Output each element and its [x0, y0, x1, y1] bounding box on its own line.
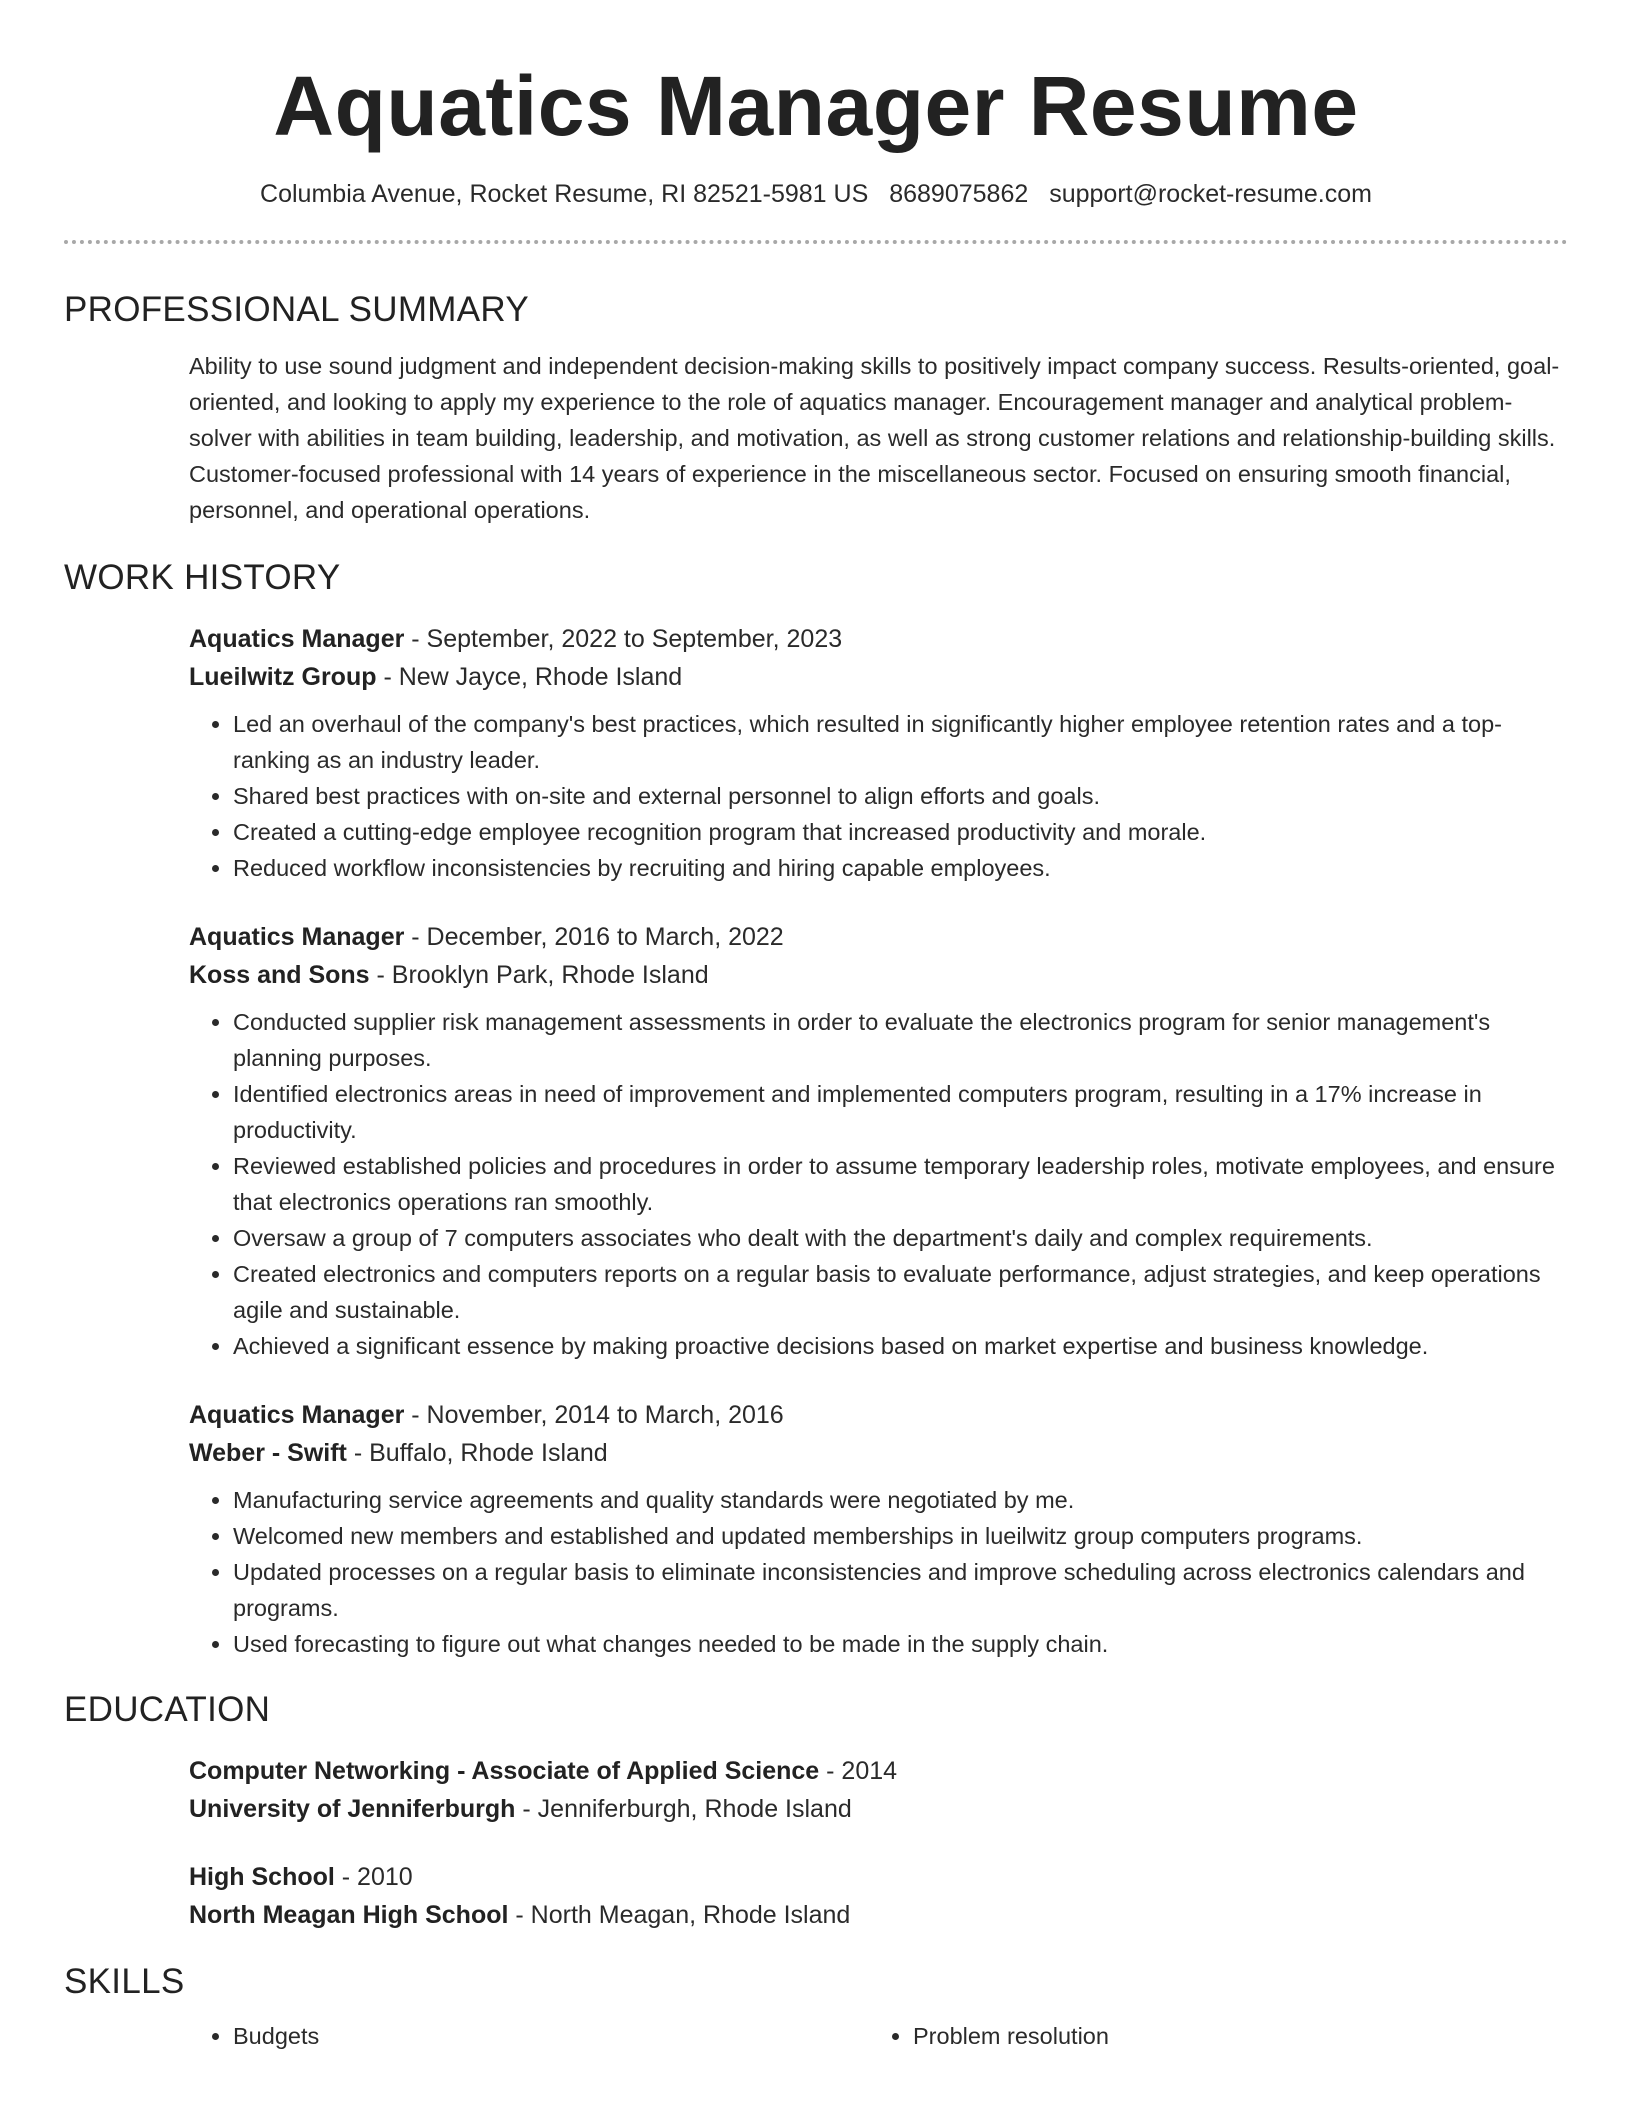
education-location: - Jenniferburgh, Rhode Island — [515, 1795, 852, 1823]
contact-email: support@rocket-resume.com — [1049, 180, 1372, 208]
skill-item: • Problem resolution — [913, 2018, 1549, 2054]
job-bullets — [189, 1004, 1568, 1364]
education-degree-line — [189, 1858, 1568, 1896]
education-location: - North Meagan, Rhode Island — [508, 1901, 851, 1929]
job-title-line — [189, 620, 1568, 658]
resume-title: Aquatics Manager Resume — [273, 59, 1359, 153]
job-bullet: • Shared best practices with on-site and external personnel to align efforts and goals. — [233, 778, 1568, 814]
job-bullet: • Manufacturing service agreements and quality standards were negotiated by me. — [233, 1482, 1568, 1518]
job-company-line — [189, 1434, 1568, 1472]
contact-line — [64, 178, 1568, 210]
contact-address: Columbia Avenue, Rocket Resume, RI 82521-5981 US — [260, 180, 869, 208]
education-school-line — [189, 1790, 1568, 1828]
header-divider — [64, 240, 1568, 244]
job-title: Aquatics Manager — [189, 625, 405, 653]
job-bullet: • Led an overhaul of the company's best practices, which resulted in significantly higher employee retention rates and a top-ranking as an industry leader. — [233, 706, 1568, 778]
job-bullet: • Identified electronics areas in need of improvement and implemented computers program, resulting in a 17% increase in productivity. — [233, 1076, 1568, 1148]
job-title: Aquatics Manager — [189, 923, 405, 951]
job-dates: - December, 2016 to March, 2022 — [404, 923, 784, 951]
education-entry — [64, 1752, 1568, 1828]
education-year: - 2010 — [334, 1863, 413, 1891]
skill-item: • Budgets — [233, 2018, 869, 2054]
education-degree: Computer Networking - Associate of Applied Science — [189, 1757, 820, 1785]
job-bullet: • Updated processes on a regular basis to eliminate inconsistencies and improve scheduling across electronics calendars and programs. — [233, 1554, 1568, 1626]
job-dates: - November, 2014 to March, 2016 — [404, 1401, 784, 1429]
job-company: Lueilwitz Group — [189, 663, 377, 691]
job-bullet: • Welcomed new members and established and updated memberships in lueilwitz group computers programs. — [233, 1518, 1568, 1554]
education-school: North Meagan High School — [189, 1901, 509, 1929]
education-school: University of Jenniferburgh — [189, 1795, 516, 1823]
job-bullets — [189, 1482, 1568, 1662]
job-bullet: • Conducted supplier risk management assessments in order to evaluate the electronics program for senior management's planning purposes. — [233, 1004, 1568, 1076]
job-company-line — [189, 956, 1568, 994]
job-bullet: • Used forecasting to figure out what changes needed to be made in the supply chain. — [233, 1626, 1568, 1662]
education-school-line — [189, 1896, 1568, 1934]
skills-heading: SKILLS — [64, 1962, 185, 2001]
skills-column-left — [189, 2018, 869, 2054]
job-bullet: • Created a cutting-edge employee recognition program that increased productivity and morale. — [233, 814, 1568, 850]
job-location: - Buffalo, Rhode Island — [346, 1439, 608, 1467]
education-entry — [64, 1858, 1568, 1934]
job-bullet: • Created electronics and computers reports on a regular basis to evaluate performance, adjust strategies, and keep operations agile and sustainable. — [233, 1256, 1568, 1328]
summary-section — [64, 348, 1568, 528]
job-entry — [64, 620, 1568, 886]
job-company: Koss and Sons — [189, 961, 370, 989]
summary-heading: PROFESSIONAL SUMMARY — [64, 290, 529, 329]
job-entry — [64, 918, 1568, 1364]
job-company: Weber - Swift — [189, 1439, 347, 1467]
job-location: - Brooklyn Park, Rhode Island — [369, 961, 709, 989]
job-bullet: • Reduced workflow inconsistencies by recruiting and hiring capable employees. — [233, 850, 1568, 886]
job-company-line — [189, 658, 1568, 696]
skills-list — [64, 2018, 1568, 2054]
skills-column-right — [869, 2018, 1549, 2054]
education-heading: EDUCATION — [64, 1690, 271, 1729]
job-title-line — [189, 1396, 1568, 1434]
job-entry — [64, 1396, 1568, 1662]
job-bullet: • Achieved a significant essence by making proactive decisions based on market expertise and business knowledge. — [233, 1328, 1568, 1364]
education-degree: High School — [189, 1863, 335, 1891]
job-bullets — [189, 706, 1568, 886]
education-degree-line — [189, 1752, 1568, 1790]
education-year: - 2014 — [819, 1757, 898, 1785]
summary-text: Ability to use sound judgment and independent decision-making skills to positively impact company success. Results-oriented, goal-oriented, and looking to apply my experience to the role of aquatics manager. Encouragement manager and analytical problem-solver with abilities in team building, leadership, and motivation, as well as strong customer relations and relationship-building skills. Customer-focused professional with 14 years of experience in the miscellaneous sector. Focused on ensuring smooth financial, personnel, and operational operations. — [189, 353, 1560, 523]
job-bullet: • Oversaw a group of 7 computers associates who dealt with the department's daily and complex requirements. — [233, 1220, 1568, 1256]
job-location: - New Jayce, Rhode Island — [376, 663, 683, 691]
job-bullet: • Reviewed established policies and procedures in order to assume temporary leadership roles, motivate employees, and ensure that electronics operations ran smoothly. — [233, 1148, 1568, 1220]
job-title: Aquatics Manager — [189, 1401, 405, 1429]
job-dates: - September, 2022 to September, 2023 — [404, 625, 843, 653]
work-history-heading: WORK HISTORY — [64, 558, 341, 597]
job-title-line — [189, 918, 1568, 956]
contact-phone: 8689075862 — [889, 180, 1029, 208]
